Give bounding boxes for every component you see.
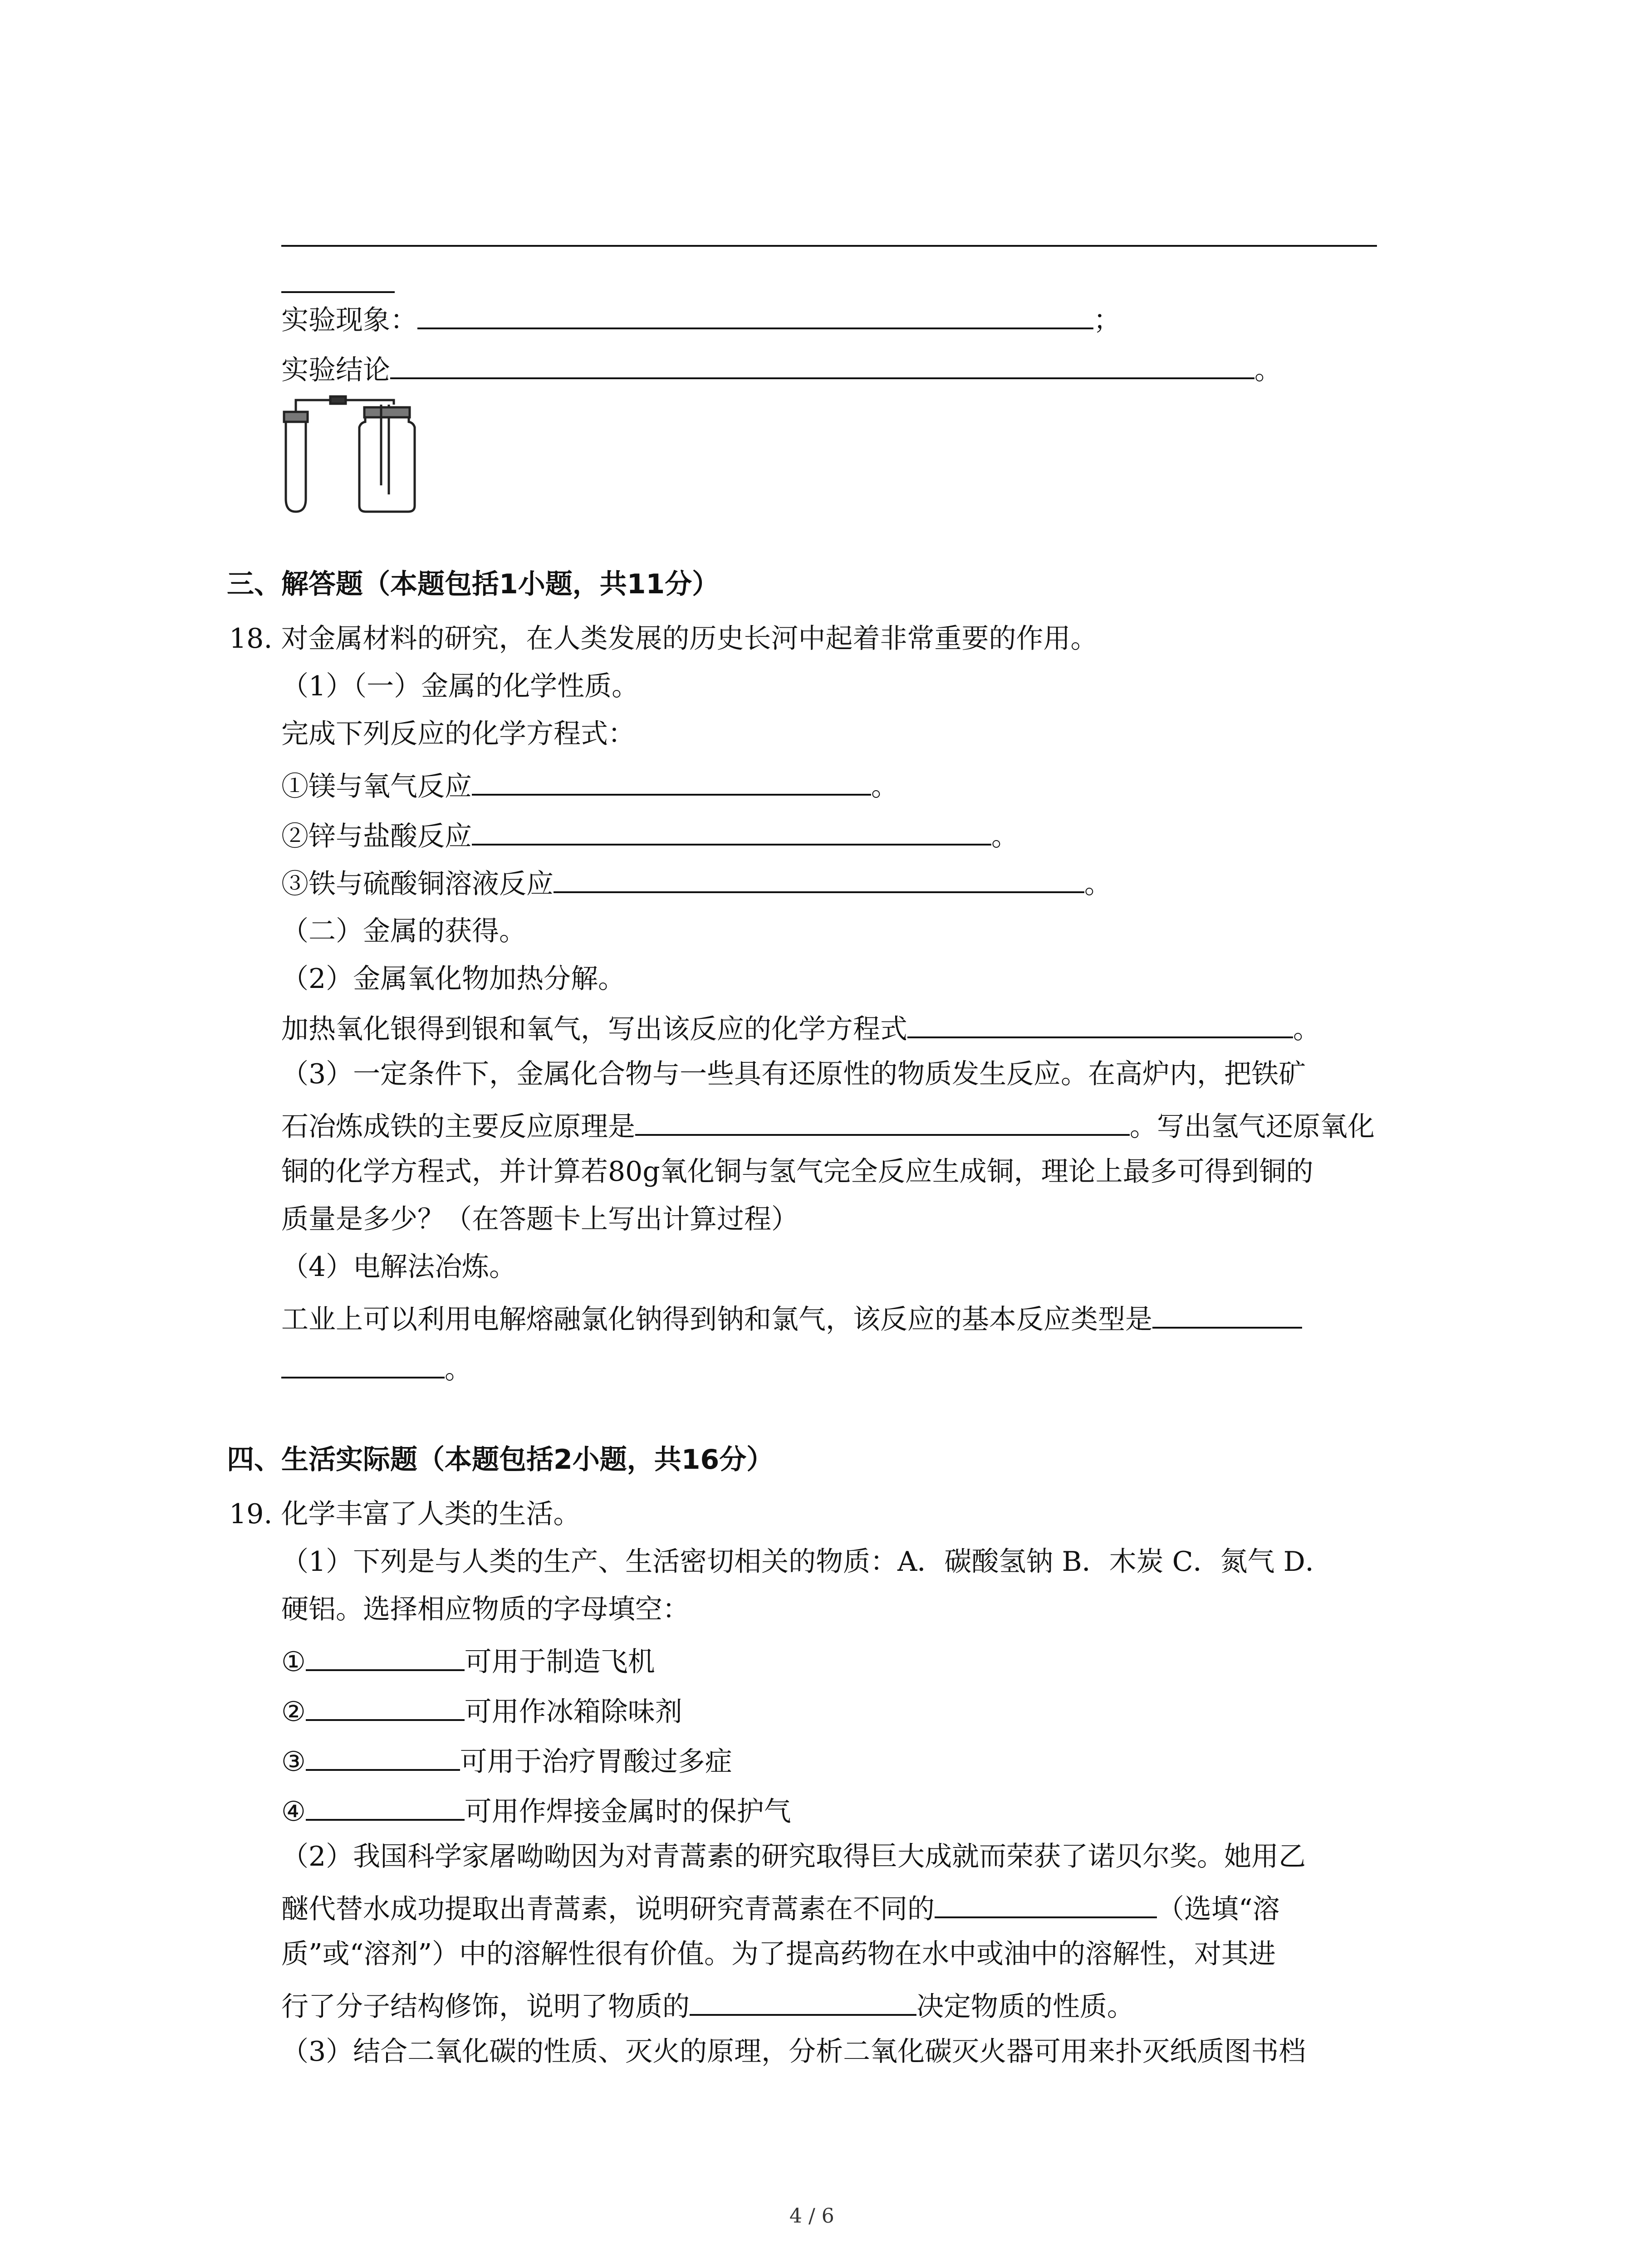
q18-part4-end: 。	[281, 1349, 472, 1387]
q18-reaction1: ①镁与氧气反应 。	[281, 767, 898, 804]
q18-instruction: 完成下列反应的化学方程式：	[281, 718, 635, 750]
q18-part1: （1）（一）金属的化学性质。	[281, 670, 639, 702]
answer-line-short	[281, 291, 395, 293]
item2-blank[interactable]	[306, 1692, 465, 1721]
part2-blank[interactable]	[907, 1009, 1293, 1038]
q19-part3-line1: （3）结合二氧化碳的性质、灭火的原理，分析二氧化碳灭火器可用来扑灭纸质图书档	[281, 2036, 1306, 2068]
reaction1-blank[interactable]	[472, 767, 871, 796]
q19-part2-line3: 质”或“溶剂”）中的溶解性很有价值。为了提高药物在水中或油中的溶解性，对其进	[281, 1938, 1276, 1970]
conclusion-row: 实验结论 。	[281, 350, 1282, 387]
phenomenon-row: 实验现象： ；	[281, 300, 1121, 337]
q18-stem: 18. 对金属材料的研究，在人类发展的历史长河中起着非常重要的作用。	[229, 623, 1098, 655]
q19-item1: ① 可用于制造飞机	[281, 1642, 655, 1679]
q19-item2: ② 可用作冰箱除味剂	[281, 1692, 682, 1729]
q18-part3-line2: 石冶炼成铁的主要反应原理是 。写出氢气还原氧化	[281, 1107, 1375, 1144]
q18-part4: （4）电解法冶炼。	[281, 1251, 517, 1283]
section4-title: 四、生活实际题（本题包括2小题，共16分）	[227, 1444, 774, 1476]
q18-part3-line3: 铜的化学方程式，并计算若80g氧化铜与氢气完全反应生成铜，理论上最多可得到铜的	[281, 1156, 1313, 1188]
reaction3-blank[interactable]	[554, 864, 1084, 893]
q19-part2-line4: 行了分子结构修饰，说明了物质的 决定物质的性质。	[281, 1987, 1134, 2024]
item3-blank[interactable]	[306, 1742, 460, 1771]
part3-blank[interactable]	[635, 1107, 1130, 1136]
q18-part3-line4: 质量是多少？（在答题卡上写出计算过程）	[281, 1203, 798, 1235]
structure-blank[interactable]	[690, 1987, 916, 2016]
section3-title: 三、解答题（本题包括1小题，共11分）	[227, 568, 720, 600]
q18-part-b: （二）金属的获得。	[281, 915, 526, 947]
q18-reaction3: ③铁与硫酸铜溶液反应 。	[281, 864, 1112, 901]
q18-part2: （2）金属氧化物加热分解。	[281, 963, 626, 995]
q18-reaction2: ②锌与盐酸反应 。	[281, 816, 1019, 854]
q18-part3-line1: （3）一定条件下，金属化合物与一些具有还原性的物质发生反应。在高炉内，把铁矿	[281, 1058, 1306, 1090]
answer-line	[281, 245, 1377, 247]
reaction2-blank[interactable]	[472, 816, 991, 846]
solvent-blank[interactable]	[935, 1889, 1157, 1918]
q19-part2-line2: 醚代替水成功提取出青蒿素，说明研究青蒿素在不同的 （选填“溶	[281, 1889, 1280, 1926]
page-number: 4 / 6	[789, 2204, 834, 2228]
phenomenon-label: 实验现象：	[281, 304, 417, 336]
q18-part2-question: 加热氧化银得到银和氧气，写出该反应的化学方程式 。	[281, 1009, 1320, 1046]
conclusion-label: 实验结论	[281, 354, 390, 386]
part4-blank[interactable]	[1152, 1300, 1302, 1329]
item4-blank[interactable]	[306, 1792, 465, 1821]
q19-stem: 19. 化学丰富了人类的生活。	[229, 1498, 581, 1530]
q18-part4-question: 工业上可以利用电解熔融氯化钠得到钠和氯气，该反应的基本反应类型是	[281, 1300, 1302, 1337]
part4-blank-cont[interactable]	[281, 1349, 445, 1378]
phenomenon-blank[interactable]	[417, 300, 1093, 329]
q19-item3: ③ 可用于治疗胃酸过多症	[281, 1742, 732, 1779]
item1-blank[interactable]	[306, 1642, 465, 1671]
q19-item4: ④ 可用作焊接金属时的保护气	[281, 1792, 791, 1829]
q19-part1-line1: （1）下列是与人类的生产、生活密切相关的物质：A．碳酸氢钠 B．木炭 C．氮气 D．	[281, 1546, 1332, 1578]
q19-part1-line2: 硬铝。选择相应物质的字母填空：	[281, 1593, 690, 1625]
apparatus-figure	[277, 395, 422, 515]
conclusion-blank[interactable]	[390, 350, 1254, 379]
q19-part2-line1: （2）我国科学家屠呦呦因为对青蒿素的研究取得巨大成就而荣获了诺贝尔奖。她用乙	[281, 1841, 1306, 1872]
